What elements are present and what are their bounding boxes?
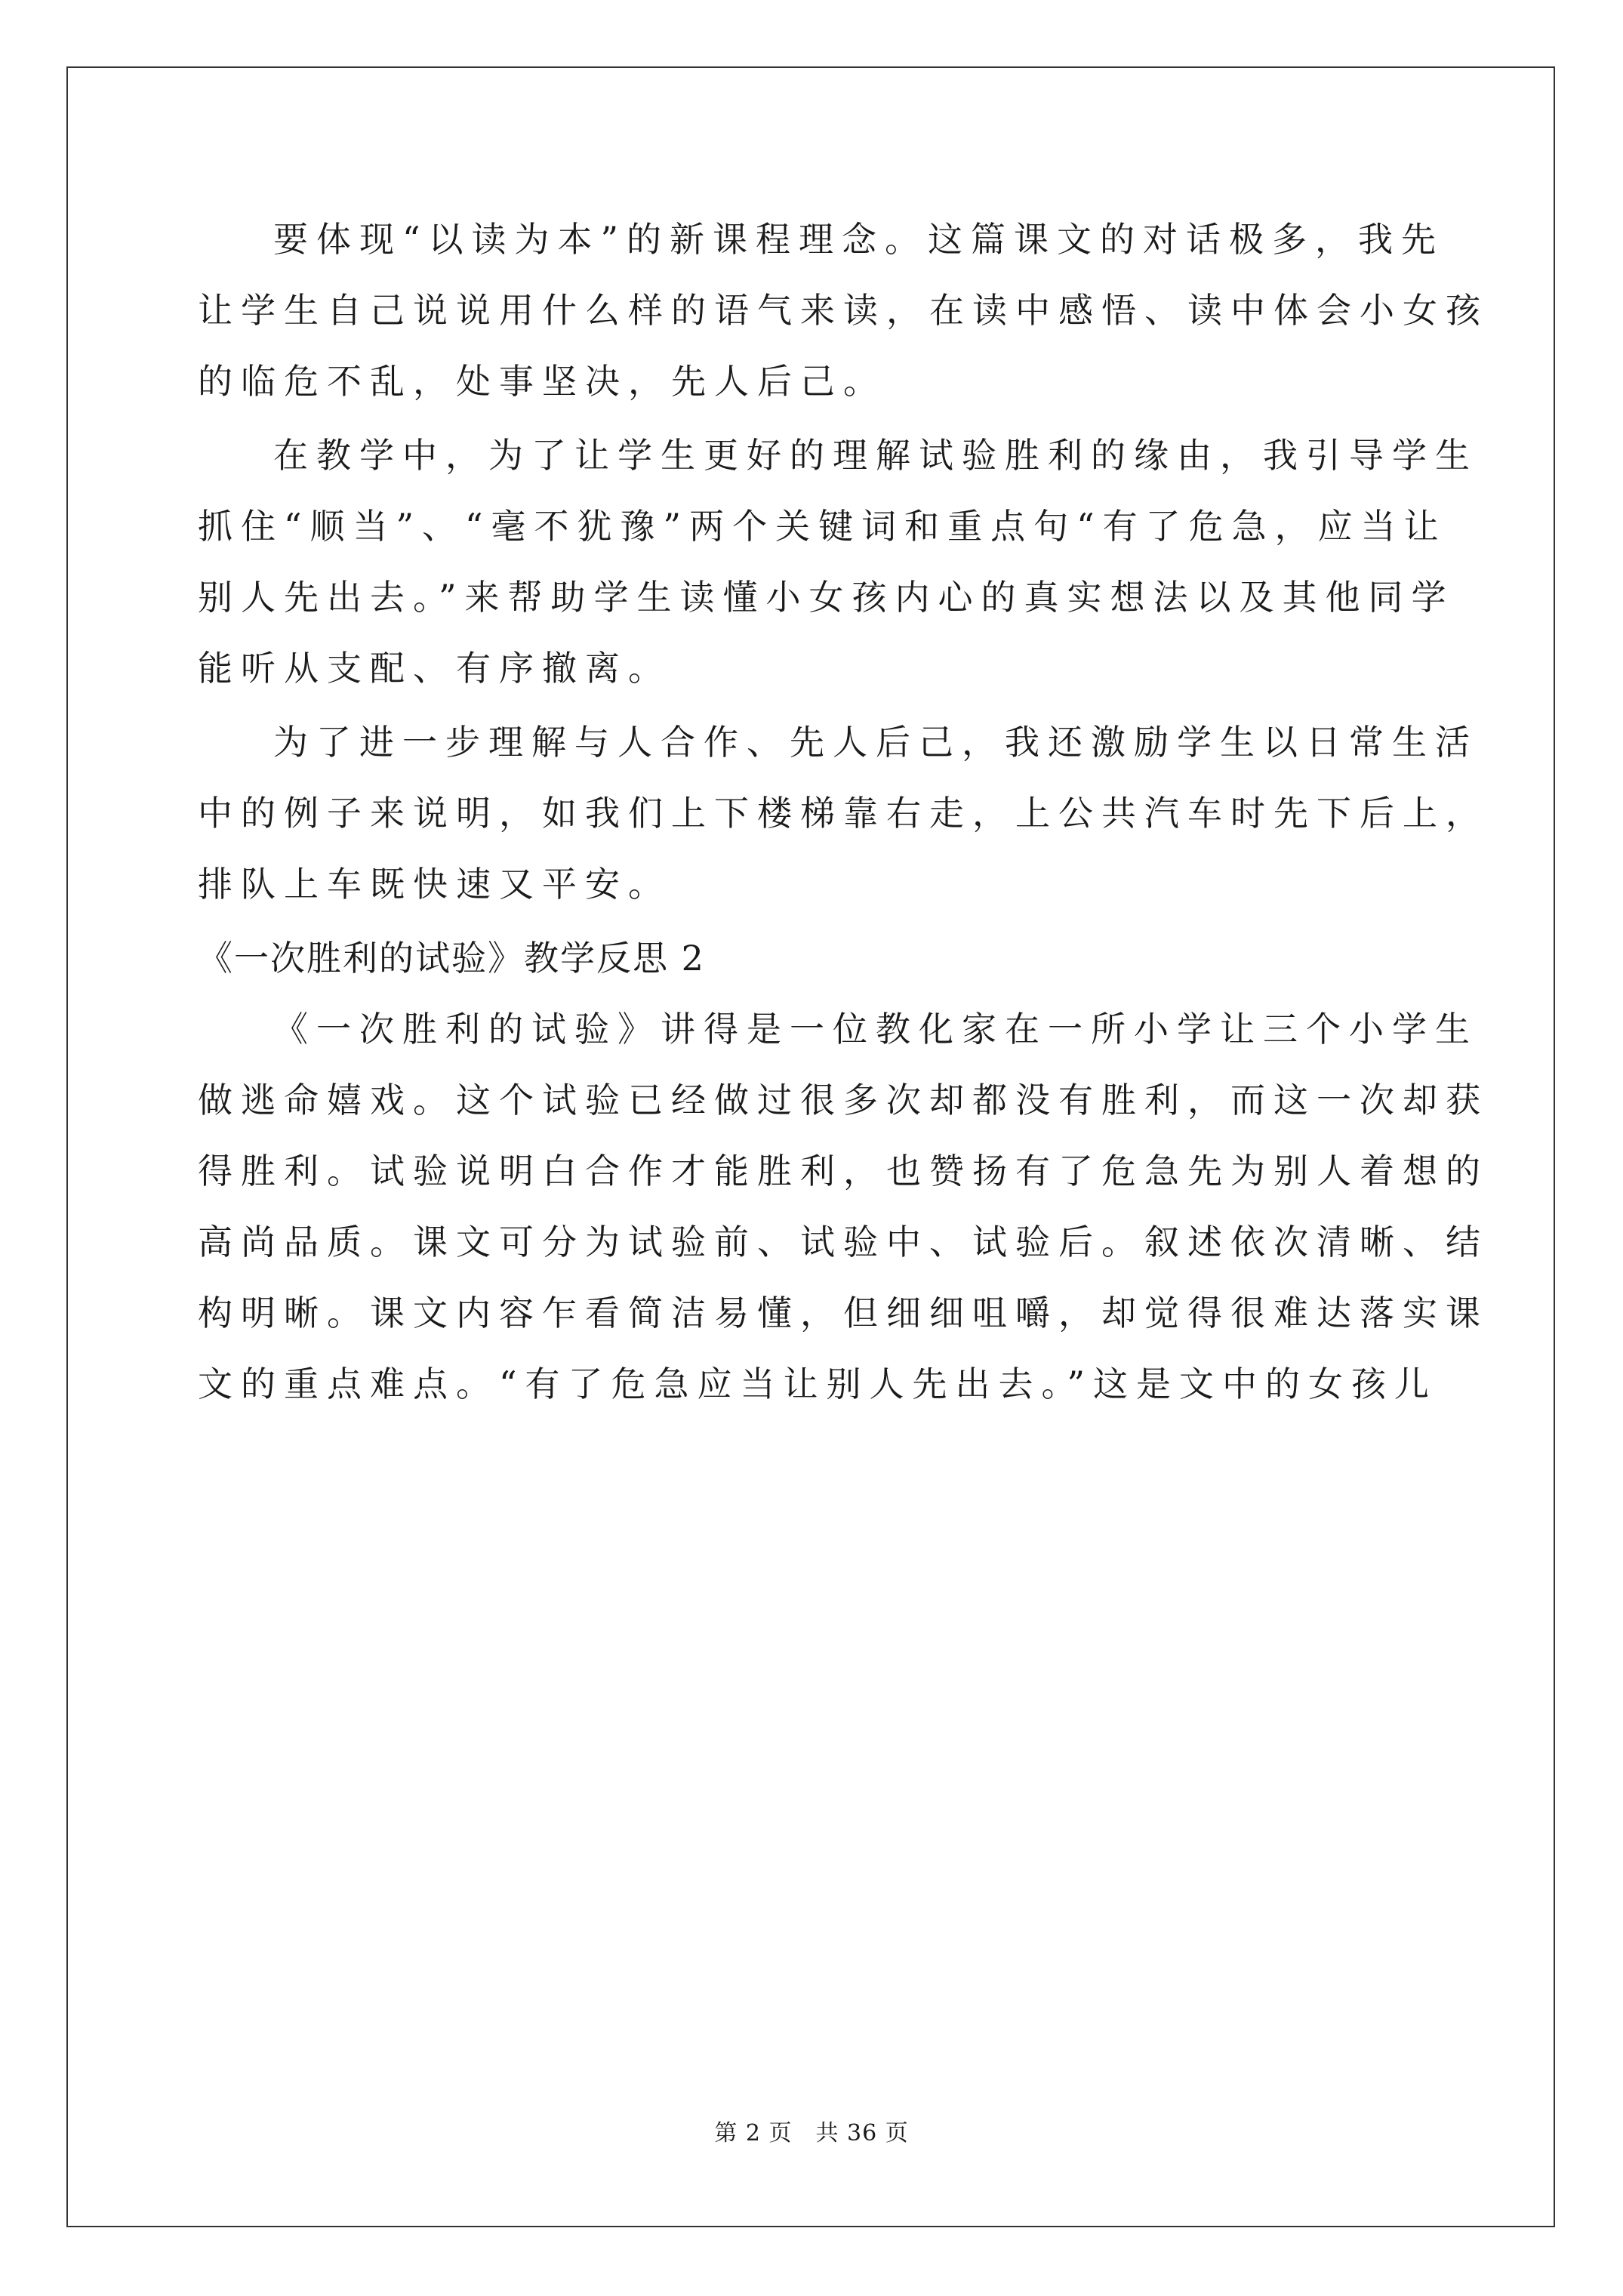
text-line: 排队上车既快速又平安。 [198, 864, 671, 905]
text-line: 在教学中，为了让学生更好的理解试验胜利的缘由，我引导学生 [273, 435, 1478, 476]
text-line: 要体现“以读为本”的新课程理念。这篇课文的对话极多，我先 [273, 219, 1445, 260]
text-line: 抓住“顺当”、“毫不犹豫”两个关键词和重点句“有了危急，应当让 [198, 506, 1447, 547]
section-heading: 《一次胜利的试验》教学反思 2 [198, 938, 705, 978]
text-line: 文的重点难点。“有了危急应当让别人先出去。”这是文中的女孩儿 [198, 1364, 1438, 1404]
text-line: 为了进一步理解与人合作、先人后己，我还激励学生以日常生活 [273, 722, 1478, 763]
text-line: 《一次胜利的试验》讲得是一位教化家在一所小学让三个小学生 [273, 1009, 1478, 1049]
paragraph [198, 994, 1489, 1419]
text-line: 让学生自己说说用什么样的语气来读，在读中感悟、读中体会小女孩 [198, 290, 1489, 331]
paragraph [198, 707, 1489, 920]
document-body [198, 204, 1489, 1422]
text-line: 高尚品质。课文可分为试验前、试验中、试验后。叙述依次清晰、结 [198, 1222, 1489, 1262]
text-line: 的临危不乱，处事坚决，先人后己。 [198, 361, 886, 402]
text-line: 别人先出去。”来帮助学生读懂小女孩内心的真实想法以及其他同学 [198, 577, 1455, 618]
text-line: 构明晰。课文内容乍看简洁易懂，但细细咀嚼，却觉得很难达落实课 [198, 1293, 1489, 1333]
text-line: 做逃命嬉戏。这个试验已经做过很多次却都没有胜利，而这一次却获 [198, 1080, 1489, 1120]
paragraph [198, 204, 1489, 417]
text-line: 能听从支配、有序撤离。 [198, 648, 671, 689]
page-number-footer: 第 2 页 共 36 页 [714, 2120, 909, 2147]
text-line: 中的例子来说明，如我们上下楼梯靠右走，上公共汽车时先下后上， [198, 793, 1489, 834]
text-line: 得胜利。试验说明白合作才能胜利，也赞扬有了危急先为别人着想的 [198, 1151, 1489, 1191]
paragraph [198, 420, 1478, 704]
